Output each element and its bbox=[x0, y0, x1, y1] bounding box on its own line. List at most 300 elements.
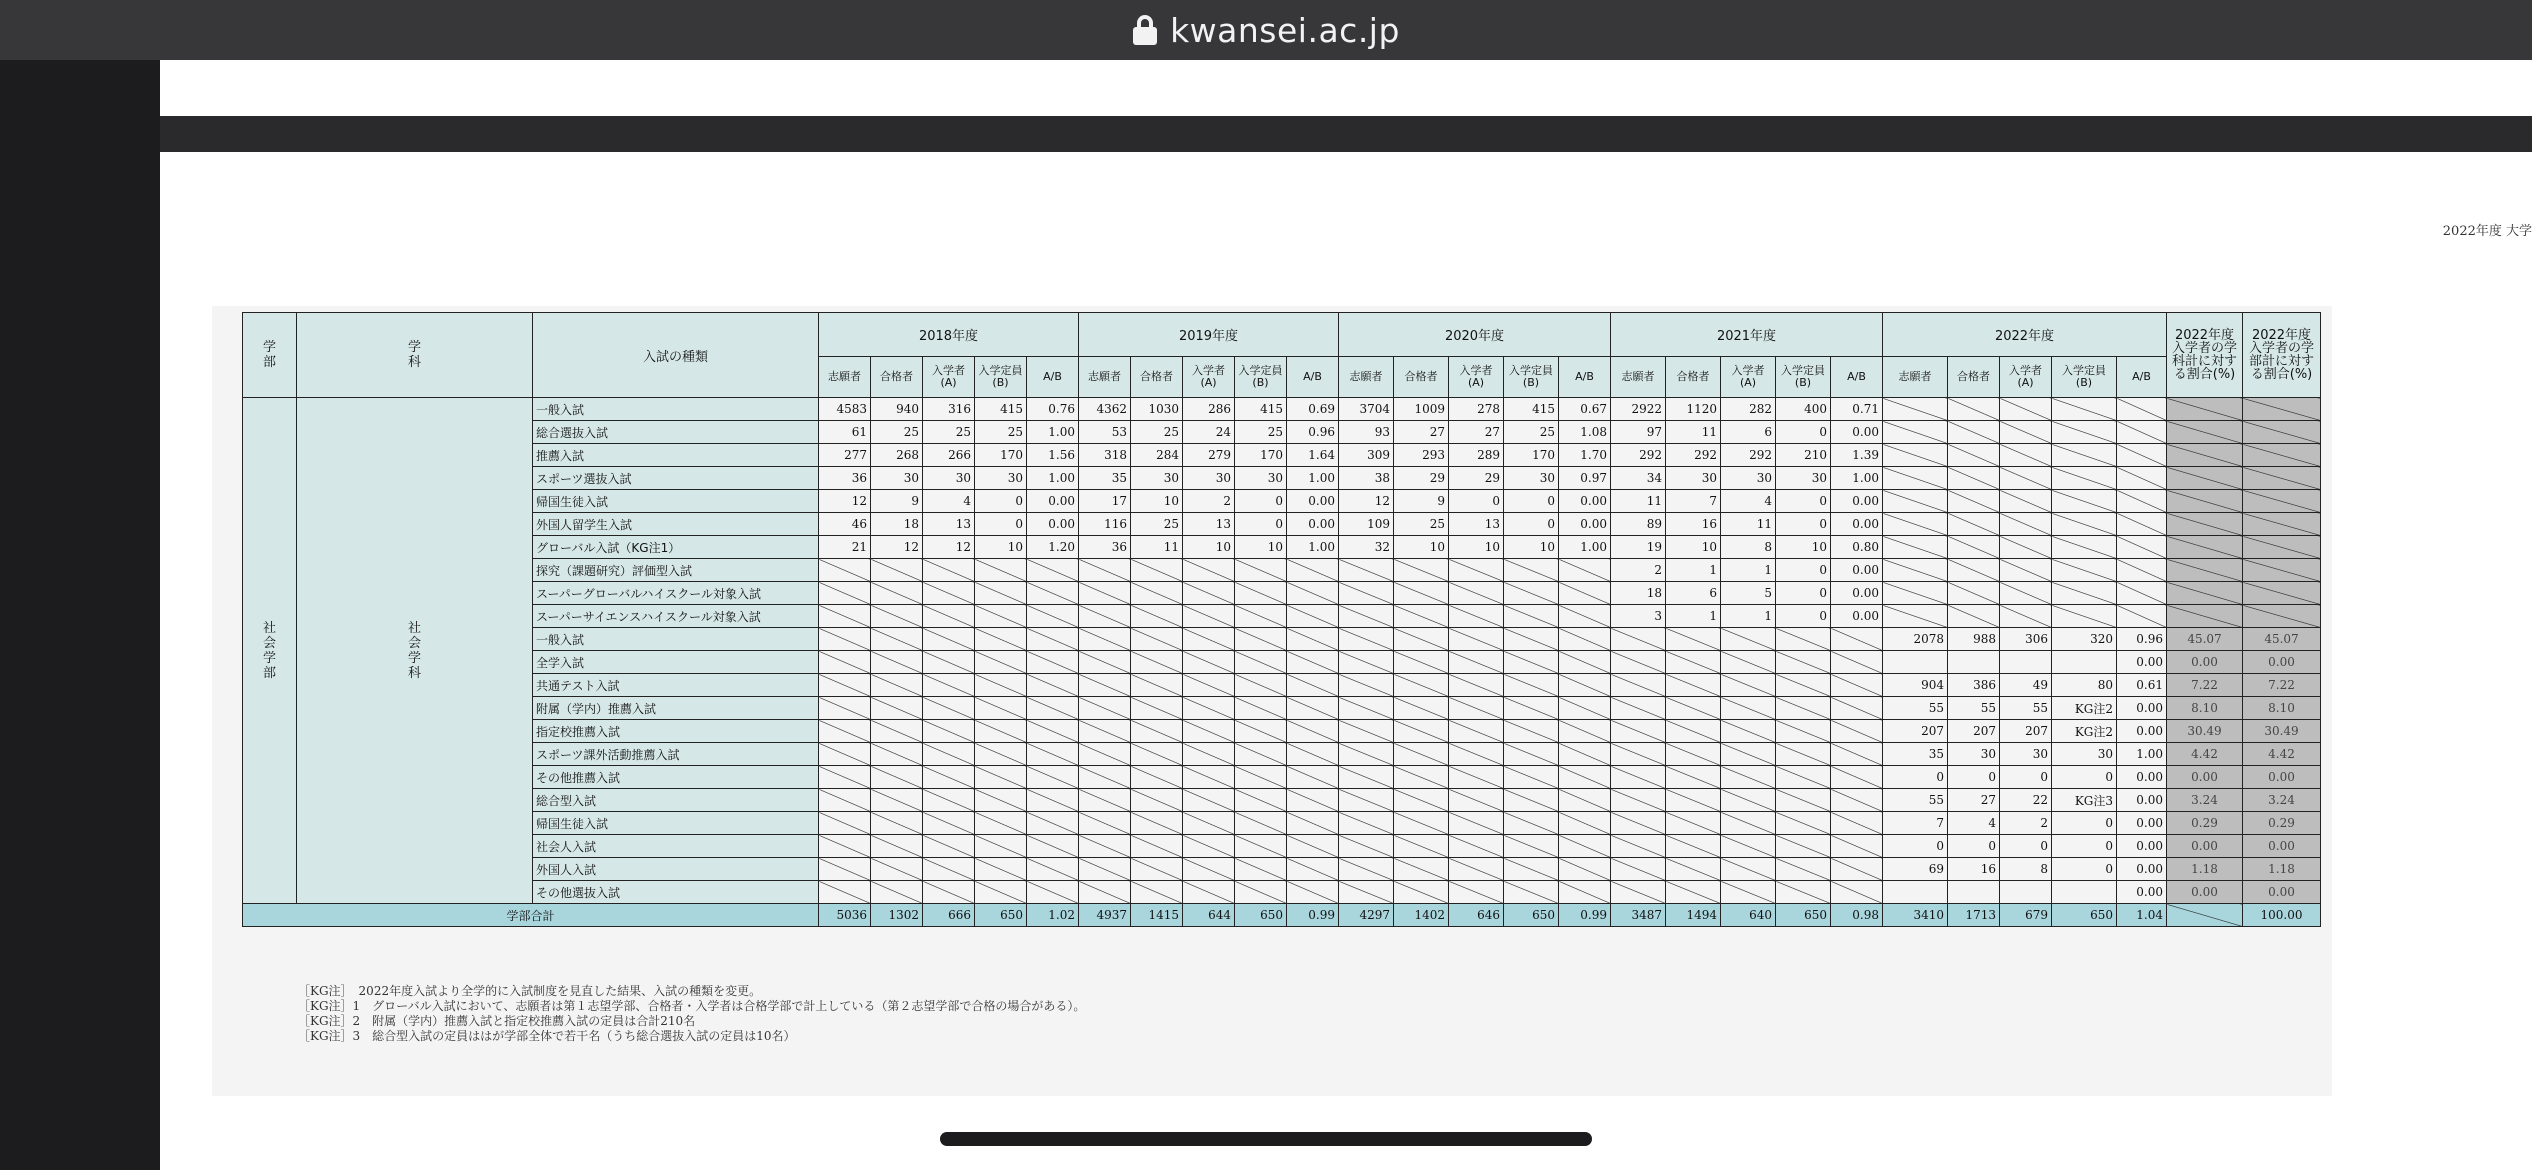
empty-cell bbox=[923, 835, 975, 858]
empty-cell bbox=[1948, 513, 2000, 536]
total-value-cell: 3410 bbox=[1883, 904, 1948, 927]
value-cell: 1.00 bbox=[1559, 536, 1611, 559]
total-value-cell: 679 bbox=[2000, 904, 2052, 927]
value-cell: 320 bbox=[2052, 628, 2117, 651]
value-cell: 210 bbox=[1776, 444, 1831, 467]
empty-cell bbox=[1948, 536, 2000, 559]
value-cell: 266 bbox=[923, 444, 975, 467]
empty-cell bbox=[1235, 789, 1287, 812]
header-sub-4: A/B bbox=[1831, 357, 1883, 398]
empty-cell bbox=[1559, 881, 1611, 904]
url-text: kwansei.ac.jp bbox=[1170, 10, 1400, 50]
value-cell: 10 bbox=[1504, 536, 1559, 559]
pct-cell: 7.22 bbox=[2167, 674, 2243, 697]
empty-cell bbox=[1449, 743, 1504, 766]
exam-type-label: 総合選抜入試 bbox=[533, 421, 819, 444]
pct-cell: 3.24 bbox=[2167, 789, 2243, 812]
pct-cell: 1.18 bbox=[2167, 858, 2243, 881]
empty-cell bbox=[871, 559, 923, 582]
empty-cell bbox=[1831, 651, 1883, 674]
value-cell: 80 bbox=[2052, 674, 2117, 697]
empty-cell bbox=[871, 582, 923, 605]
empty-cell bbox=[975, 674, 1027, 697]
empty-cell bbox=[2000, 444, 2052, 467]
empty-cell bbox=[1721, 743, 1776, 766]
empty-cell bbox=[1559, 697, 1611, 720]
footnote: ［KG注］ 2022年度入試より全学的に入試制度を見直した結果、入試の種類を変更。 bbox=[298, 984, 762, 998]
empty-cell bbox=[923, 720, 975, 743]
empty-cell bbox=[1559, 743, 1611, 766]
value-cell: 0.00 bbox=[1831, 490, 1883, 513]
total-label: 学部合計 bbox=[243, 904, 819, 927]
empty-cell bbox=[1287, 697, 1339, 720]
header-sub-0: 志願者 bbox=[1611, 357, 1666, 398]
total-value-cell: 5036 bbox=[819, 904, 871, 927]
header-faculty: 学部 bbox=[243, 313, 297, 398]
header-sub-4: A/B bbox=[1287, 357, 1339, 398]
empty-cell bbox=[1948, 559, 2000, 582]
empty-cell bbox=[1504, 858, 1559, 881]
value-cell: 25 bbox=[1131, 513, 1183, 536]
empty-cell bbox=[1394, 835, 1449, 858]
empty-cell bbox=[1131, 881, 1183, 904]
empty-cell bbox=[923, 651, 975, 674]
pct-cell: 0.00 bbox=[2243, 881, 2321, 904]
empty-cell bbox=[1287, 743, 1339, 766]
value-cell: 12 bbox=[923, 536, 975, 559]
empty-cell bbox=[1131, 651, 1183, 674]
header-sub-1: 合格者 bbox=[1394, 357, 1449, 398]
empty-cell bbox=[1027, 697, 1079, 720]
value-cell: 0.69 bbox=[1287, 398, 1339, 421]
empty-cell bbox=[1235, 766, 1287, 789]
value-cell: 1.20 bbox=[1027, 536, 1079, 559]
empty-cell bbox=[2117, 513, 2167, 536]
value-cell: 30 bbox=[1776, 467, 1831, 490]
value-cell: 0 bbox=[1776, 559, 1831, 582]
header-year: 2019年度 bbox=[1079, 313, 1339, 357]
empty-cell bbox=[1831, 812, 1883, 835]
empty-cell bbox=[1504, 559, 1559, 582]
total-value-cell: 650 bbox=[1235, 904, 1287, 927]
value-cell: 32 bbox=[1339, 536, 1394, 559]
value-cell: 24 bbox=[1183, 421, 1235, 444]
empty-cell bbox=[1183, 605, 1235, 628]
value-cell: 61 bbox=[819, 421, 871, 444]
value-cell: 17 bbox=[1079, 490, 1131, 513]
empty-cell bbox=[1559, 835, 1611, 858]
empty-cell bbox=[1287, 559, 1339, 582]
empty-cell bbox=[923, 628, 975, 651]
empty-cell bbox=[1394, 582, 1449, 605]
empty-cell bbox=[923, 881, 975, 904]
empty-cell bbox=[1079, 881, 1131, 904]
total-value-cell: 4297 bbox=[1339, 904, 1394, 927]
empty-cell bbox=[1235, 812, 1287, 835]
value-cell: 4 bbox=[1948, 812, 2000, 835]
empty-cell bbox=[1449, 812, 1504, 835]
header-sub-3: 入学定員(B) bbox=[1776, 357, 1831, 398]
empty-pct-cell bbox=[2167, 490, 2243, 513]
empty-cell bbox=[1131, 674, 1183, 697]
table-row bbox=[243, 398, 2321, 421]
empty-cell bbox=[975, 858, 1027, 881]
total-value-cell: 650 bbox=[2052, 904, 2117, 927]
exam-type-label: 共通テスト入試 bbox=[533, 674, 819, 697]
value-cell: 0.97 bbox=[1559, 467, 1611, 490]
empty-cell bbox=[1666, 674, 1721, 697]
empty-cell bbox=[1721, 812, 1776, 835]
empty-pct-cell bbox=[2167, 605, 2243, 628]
pct-cell: 3.24 bbox=[2243, 789, 2321, 812]
empty-cell bbox=[871, 835, 923, 858]
empty-cell bbox=[1666, 651, 1721, 674]
empty-cell bbox=[2052, 398, 2117, 421]
empty-cell bbox=[2000, 421, 2052, 444]
empty-cell bbox=[1666, 812, 1721, 835]
value-cell: 25 bbox=[975, 421, 1027, 444]
empty-cell bbox=[1666, 789, 1721, 812]
empty-cell bbox=[1559, 812, 1611, 835]
value-cell: 2 bbox=[1183, 490, 1235, 513]
header-sub-1: 合格者 bbox=[1131, 357, 1183, 398]
empty-cell bbox=[1831, 674, 1883, 697]
empty-cell bbox=[1948, 421, 2000, 444]
empty-cell bbox=[1831, 789, 1883, 812]
exam-type-label: 附属（学内）推薦入試 bbox=[533, 697, 819, 720]
value-cell: 30 bbox=[2052, 743, 2117, 766]
footnote: ［KG注］2 附属（学内）推薦入試と指定校推薦入試の定員は合計210名 bbox=[298, 1014, 696, 1028]
value-cell: 27 bbox=[1948, 789, 2000, 812]
value-cell: 0 bbox=[1504, 490, 1559, 513]
empty-cell bbox=[1721, 858, 1776, 881]
browser-url-bar[interactable] bbox=[0, 0, 2532, 60]
value-cell: 55 bbox=[1883, 697, 1948, 720]
table-row bbox=[243, 766, 2321, 789]
empty-cell bbox=[1131, 559, 1183, 582]
empty-cell bbox=[871, 720, 923, 743]
empty-cell bbox=[1504, 881, 1559, 904]
empty-cell bbox=[1559, 605, 1611, 628]
value-cell: 11 bbox=[1721, 513, 1776, 536]
empty-cell bbox=[1559, 559, 1611, 582]
empty-cell bbox=[2117, 559, 2167, 582]
value-cell: 1.64 bbox=[1287, 444, 1339, 467]
empty-cell bbox=[1831, 720, 1883, 743]
empty-cell bbox=[1027, 628, 1079, 651]
value-cell bbox=[1883, 651, 1948, 674]
table-row bbox=[243, 812, 2321, 835]
value-cell: 0.00 bbox=[1831, 559, 1883, 582]
empty-cell bbox=[1183, 559, 1235, 582]
empty-cell bbox=[1449, 697, 1504, 720]
pct-cell: 45.07 bbox=[2243, 628, 2321, 651]
total-value-cell: 4937 bbox=[1079, 904, 1131, 927]
header-sub-1: 合格者 bbox=[871, 357, 923, 398]
empty-cell bbox=[1287, 720, 1339, 743]
header-sub-3: 入学定員(B) bbox=[975, 357, 1027, 398]
empty-cell bbox=[819, 766, 871, 789]
value-cell: 0.00 bbox=[1831, 605, 1883, 628]
value-cell: 1.00 bbox=[1287, 536, 1339, 559]
value-cell: 207 bbox=[1883, 720, 1948, 743]
empty-cell bbox=[923, 812, 975, 835]
value-cell: 278 bbox=[1449, 398, 1504, 421]
header-pct-department: 2022年度入学者の学科計に対する割合(%) bbox=[2167, 313, 2243, 398]
empty-cell bbox=[1776, 766, 1831, 789]
empty-cell bbox=[1611, 720, 1666, 743]
empty-cell bbox=[1611, 766, 1666, 789]
empty-cell bbox=[975, 651, 1027, 674]
pct-cell: 1.18 bbox=[2243, 858, 2321, 881]
total-value-cell: 650 bbox=[1504, 904, 1559, 927]
empty-cell bbox=[1776, 720, 1831, 743]
admissions-table bbox=[242, 312, 2321, 927]
header-sub-0: 志願者 bbox=[819, 357, 871, 398]
pct-cell: 4.42 bbox=[2243, 743, 2321, 766]
empty-cell bbox=[871, 789, 923, 812]
empty-cell bbox=[1504, 605, 1559, 628]
value-cell: 12 bbox=[819, 490, 871, 513]
value-cell bbox=[1883, 881, 1948, 904]
empty-cell bbox=[1504, 651, 1559, 674]
empty-cell bbox=[1183, 628, 1235, 651]
empty-cell bbox=[2117, 467, 2167, 490]
empty-cell bbox=[1027, 582, 1079, 605]
empty-cell bbox=[1831, 697, 1883, 720]
empty-cell bbox=[1079, 858, 1131, 881]
empty-cell bbox=[1131, 766, 1183, 789]
value-cell: 13 bbox=[923, 513, 975, 536]
empty-cell bbox=[923, 605, 975, 628]
value-cell: 0 bbox=[1883, 766, 1948, 789]
empty-cell bbox=[1559, 628, 1611, 651]
value-cell: 0.00 bbox=[2117, 697, 2167, 720]
value-cell: 3 bbox=[1611, 605, 1666, 628]
value-cell: KG注2 bbox=[2052, 697, 2117, 720]
empty-cell bbox=[1883, 398, 1948, 421]
empty-cell bbox=[1611, 743, 1666, 766]
empty-cell bbox=[871, 628, 923, 651]
value-cell: 0.00 bbox=[2117, 720, 2167, 743]
header-sub-4: A/B bbox=[1027, 357, 1079, 398]
pct-cell: 0.29 bbox=[2243, 812, 2321, 835]
value-cell: 30 bbox=[1948, 743, 2000, 766]
value-cell: 292 bbox=[1721, 444, 1776, 467]
empty-cell bbox=[1948, 444, 2000, 467]
empty-cell bbox=[1079, 605, 1131, 628]
empty-cell bbox=[1027, 743, 1079, 766]
empty-cell bbox=[1027, 605, 1079, 628]
document-page[interactable] bbox=[160, 60, 2532, 1170]
value-cell: 0.00 bbox=[2117, 881, 2167, 904]
empty-cell bbox=[1883, 444, 1948, 467]
pct-cell: 0.00 bbox=[2167, 766, 2243, 789]
value-cell: 904 bbox=[1883, 674, 1948, 697]
header-sub-4: A/B bbox=[1559, 357, 1611, 398]
value-cell: 25 bbox=[871, 421, 923, 444]
empty-cell bbox=[1339, 835, 1394, 858]
empty-cell bbox=[1339, 628, 1394, 651]
value-cell: 8 bbox=[1721, 536, 1776, 559]
empty-cell bbox=[1079, 743, 1131, 766]
empty-cell bbox=[1131, 697, 1183, 720]
value-cell: 1.00 bbox=[1831, 467, 1883, 490]
empty-cell bbox=[1883, 536, 1948, 559]
header-sub-1: 合格者 bbox=[1666, 357, 1721, 398]
value-cell: 7 bbox=[1883, 812, 1948, 835]
empty-cell bbox=[1287, 858, 1339, 881]
empty-cell bbox=[1235, 628, 1287, 651]
empty-cell bbox=[1883, 421, 1948, 444]
empty-cell bbox=[1559, 582, 1611, 605]
total-value-cell: 644 bbox=[1183, 904, 1235, 927]
empty-cell bbox=[1721, 674, 1776, 697]
value-cell: 0.67 bbox=[1559, 398, 1611, 421]
empty-cell bbox=[1559, 720, 1611, 743]
empty-pct-cell bbox=[2243, 559, 2321, 582]
empty-cell bbox=[1339, 743, 1394, 766]
value-cell: 1 bbox=[1721, 559, 1776, 582]
value-cell: 4583 bbox=[819, 398, 871, 421]
value-cell: 0.00 bbox=[1559, 513, 1611, 536]
empty-cell bbox=[1504, 628, 1559, 651]
empty-pct-cell bbox=[2243, 490, 2321, 513]
value-cell: 0 bbox=[975, 490, 1027, 513]
exam-type-label: グローバル入試（KG注1） bbox=[533, 536, 819, 559]
empty-cell bbox=[1394, 766, 1449, 789]
value-cell: 30 bbox=[1183, 467, 1235, 490]
empty-cell bbox=[1394, 789, 1449, 812]
value-cell: 1 bbox=[1666, 605, 1721, 628]
empty-cell bbox=[1339, 582, 1394, 605]
empty-cell bbox=[1611, 812, 1666, 835]
value-cell: 0.00 bbox=[1027, 513, 1079, 536]
empty-cell bbox=[1504, 789, 1559, 812]
empty-cell bbox=[1079, 651, 1131, 674]
empty-cell bbox=[2000, 559, 2052, 582]
value-cell: 293 bbox=[1394, 444, 1449, 467]
empty-cell bbox=[1394, 651, 1449, 674]
value-cell: 0.00 bbox=[1027, 490, 1079, 513]
value-cell: 0 bbox=[1776, 490, 1831, 513]
empty-pct-cell bbox=[2243, 536, 2321, 559]
value-cell: 1.39 bbox=[1831, 444, 1883, 467]
empty-cell bbox=[1131, 835, 1183, 858]
pct-cell: 7.22 bbox=[2243, 674, 2321, 697]
pct-cell: 45.07 bbox=[2167, 628, 2243, 651]
value-cell bbox=[2052, 881, 2117, 904]
empty-cell bbox=[819, 812, 871, 835]
empty-cell bbox=[923, 789, 975, 812]
empty-cell bbox=[1287, 812, 1339, 835]
table-row bbox=[243, 835, 2321, 858]
empty-cell bbox=[975, 628, 1027, 651]
footnote: ［KG注］1 グローバル入試において、志願者は第１志望学部、合格者・入学者は合格学部で計上している（第２志望学部で合格の場合がある）。 bbox=[298, 999, 1086, 1013]
value-cell: 89 bbox=[1611, 513, 1666, 536]
empty-cell bbox=[1449, 881, 1504, 904]
value-cell: 0.96 bbox=[1287, 421, 1339, 444]
value-cell: 30 bbox=[923, 467, 975, 490]
empty-cell bbox=[975, 812, 1027, 835]
empty-cell bbox=[819, 789, 871, 812]
value-cell: 25 bbox=[1394, 513, 1449, 536]
empty-pct-cell bbox=[2167, 398, 2243, 421]
empty-cell bbox=[819, 628, 871, 651]
empty-cell bbox=[1504, 743, 1559, 766]
value-cell bbox=[1948, 651, 2000, 674]
empty-cell bbox=[1611, 789, 1666, 812]
empty-cell bbox=[1287, 835, 1339, 858]
empty-pct-cell bbox=[2243, 398, 2321, 421]
empty-cell bbox=[1027, 881, 1079, 904]
empty-cell bbox=[1339, 789, 1394, 812]
total-value-cell: 0.98 bbox=[1831, 904, 1883, 927]
empty-cell bbox=[819, 674, 871, 697]
empty-cell bbox=[2052, 536, 2117, 559]
total-value-cell: 1415 bbox=[1131, 904, 1183, 927]
empty-cell bbox=[1611, 651, 1666, 674]
value-cell: 30 bbox=[1504, 467, 1559, 490]
empty-pct-cell bbox=[2167, 559, 2243, 582]
empty-cell bbox=[1131, 858, 1183, 881]
exam-type-label: その他推薦入試 bbox=[533, 766, 819, 789]
empty-pct-cell bbox=[2243, 582, 2321, 605]
pct-cell: 8.10 bbox=[2167, 697, 2243, 720]
value-cell: 0.00 bbox=[2117, 812, 2167, 835]
empty-cell bbox=[1449, 835, 1504, 858]
value-cell: 1120 bbox=[1666, 398, 1721, 421]
empty-pct-cell bbox=[2167, 421, 2243, 444]
empty-cell bbox=[1131, 789, 1183, 812]
exam-type-label: 指定校推薦入試 bbox=[533, 720, 819, 743]
total-value-cell: 3487 bbox=[1611, 904, 1666, 927]
header-sub-3: 入学定員(B) bbox=[2052, 357, 2117, 398]
table-row bbox=[243, 674, 2321, 697]
value-cell: 4362 bbox=[1079, 398, 1131, 421]
value-cell: 30 bbox=[871, 467, 923, 490]
pct-cell: 0.00 bbox=[2167, 835, 2243, 858]
empty-cell bbox=[1449, 858, 1504, 881]
empty-pct-cell bbox=[2243, 421, 2321, 444]
value-cell: 0.00 bbox=[2117, 789, 2167, 812]
empty-cell bbox=[1339, 651, 1394, 674]
empty-cell bbox=[2052, 467, 2117, 490]
header-sub-3: 入学定員(B) bbox=[1504, 357, 1559, 398]
value-cell: 286 bbox=[1183, 398, 1235, 421]
value-cell: 292 bbox=[1611, 444, 1666, 467]
value-cell: 11 bbox=[1666, 421, 1721, 444]
empty-cell bbox=[819, 697, 871, 720]
empty-cell bbox=[1339, 881, 1394, 904]
value-cell: 0.96 bbox=[2117, 628, 2167, 651]
value-cell: 13 bbox=[1183, 513, 1235, 536]
home-indicator[interactable] bbox=[940, 1132, 1592, 1146]
empty-cell bbox=[1831, 766, 1883, 789]
empty-cell bbox=[1883, 559, 1948, 582]
table-row bbox=[243, 789, 2321, 812]
value-cell: 0 bbox=[2052, 766, 2117, 789]
empty-pct-cell bbox=[2243, 444, 2321, 467]
value-cell: 12 bbox=[871, 536, 923, 559]
exam-type-label: 総合型入試 bbox=[533, 789, 819, 812]
empty-cell bbox=[2000, 605, 2052, 628]
value-cell: 46 bbox=[819, 513, 871, 536]
empty-cell bbox=[975, 766, 1027, 789]
empty-pct-cell bbox=[2167, 513, 2243, 536]
exam-type-label: 一般入試 bbox=[533, 398, 819, 421]
empty-cell bbox=[2000, 490, 2052, 513]
